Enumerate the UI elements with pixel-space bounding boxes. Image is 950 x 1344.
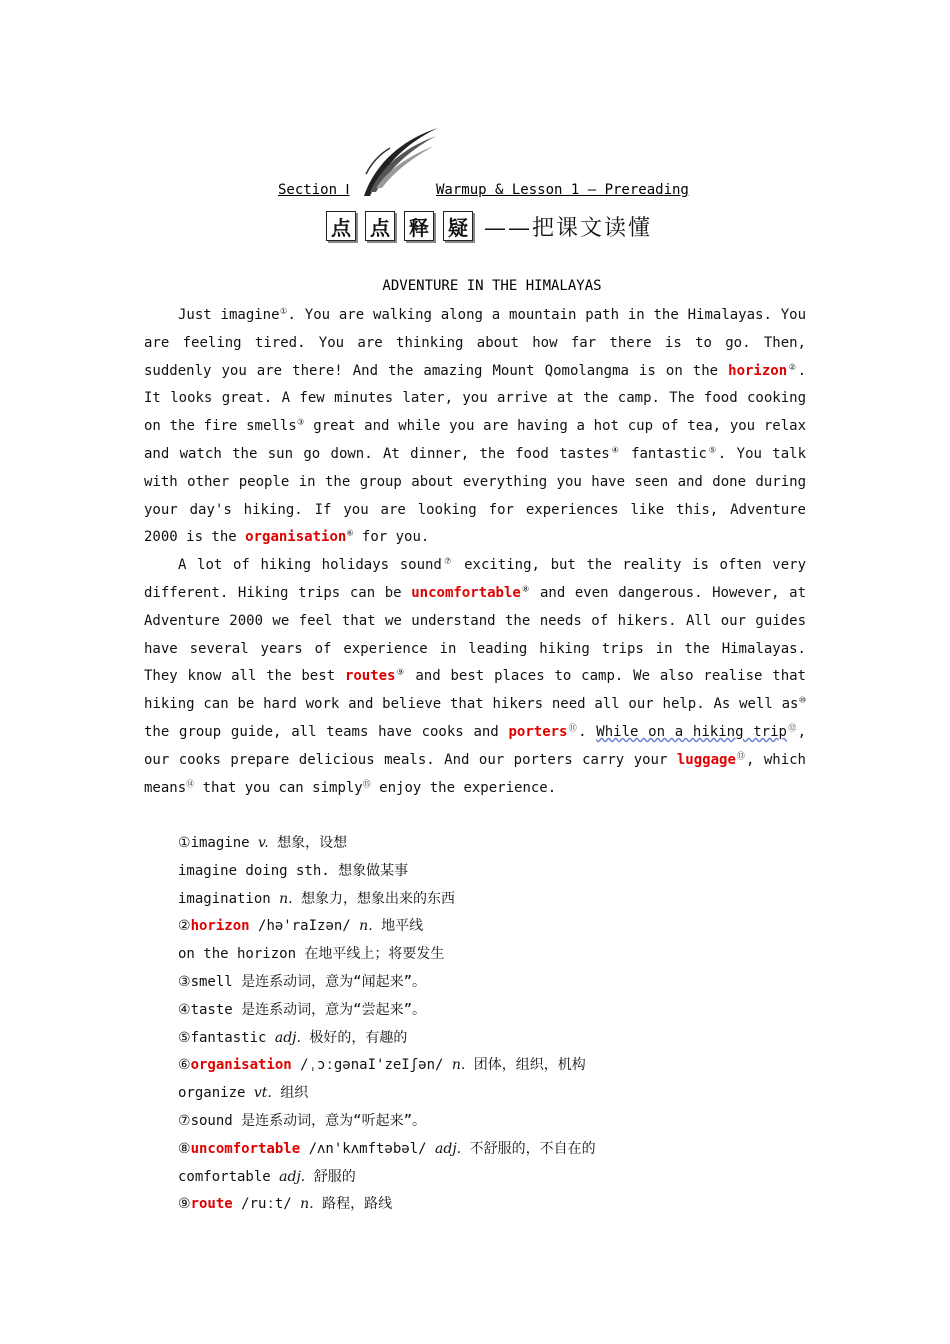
note-pronunciation: /ruːt/ — [241, 1196, 292, 1213]
note-line — [178, 1164, 818, 1192]
text: great and while you are having a hot cup of tea, you relax and watch the sun go down. At dinner, the food tastes — [144, 418, 807, 462]
note-part-of-speech: adj. — [435, 1140, 462, 1157]
note-definition: 团体，组织，机构 — [473, 1057, 586, 1074]
note-text: imagine doing sth. 想象做某事 — [178, 862, 409, 879]
note-text: on the horizon 在地平线上；将要发生 — [178, 946, 445, 963]
note-text: fantastic — [190, 1029, 267, 1046]
keyword: luggage — [676, 751, 736, 768]
note-number: ⑨ — [178, 1196, 191, 1213]
note-part-of-speech: vt. — [253, 1085, 272, 1102]
keyword: horizon — [728, 362, 788, 379]
keyword: organisation — [245, 529, 347, 546]
note-part-of-speech: n. — [359, 918, 373, 935]
text: for you. — [353, 529, 430, 546]
passage-title: ADVENTURE IN THE HIMALAYAS — [382, 278, 602, 294]
note-marker: ⑧ — [520, 584, 531, 594]
paragraph-1 — [144, 302, 806, 552]
note-definition: 地平线 — [381, 918, 424, 935]
note-marker: ③ — [296, 417, 305, 427]
note-marker: ⑨ — [395, 667, 406, 677]
lesson-label: Warmup & Lesson 1 — Prereading — [436, 182, 689, 198]
note-line — [178, 1136, 818, 1164]
note-line — [178, 858, 818, 886]
text: enjoy the experience. — [370, 779, 557, 796]
banner-box: 点 — [365, 211, 395, 241]
note-marker: ② — [787, 361, 798, 371]
text: and even dangerous. However, at Adventure 2000 we feel that we understand the needs of hikers. All our guides have several years of experience in leading hiking trips in the Himalayas. They know all the best — [144, 584, 807, 685]
note-marker: ⑭ — [186, 778, 195, 788]
text: and best places to camp. We also realise that hiking can be hard work and believe that hikers need all our help. As well as — [144, 668, 806, 713]
note-number: ⑦ — [178, 1112, 191, 1129]
note-line — [178, 830, 818, 858]
note-part-of-speech: n. — [279, 890, 293, 907]
text: that you can simply — [194, 779, 363, 796]
section-banner — [326, 209, 652, 243]
text: . You are walking along a mountain path in the Himalayas. You are feeling tired. You are thinking about how far there is to go. Then, suddenly you are there! And the amazing Mount Qomolangma is on the — [144, 307, 807, 379]
text: , our cooks prepare delicious meals. And our porters carry your — [144, 723, 807, 768]
text: the group guide, all teams have cooks and — [144, 723, 509, 740]
note-definition: 组织 — [280, 1085, 309, 1102]
note-line — [178, 1080, 818, 1108]
note-marker: ⑩ — [798, 695, 807, 705]
note-marker: ⑮ — [362, 778, 371, 788]
text: Just imagine — [178, 307, 280, 323]
note-line — [178, 997, 818, 1025]
note-marker: ⑬ — [735, 751, 746, 761]
note-definition: 想象，设想 — [277, 835, 348, 851]
note-marker: ④ — [609, 445, 621, 455]
quill-swoosh-logo — [360, 126, 440, 198]
note-marker: ⑤ — [706, 445, 718, 455]
keyword: porters — [508, 723, 568, 740]
vocabulary-notes — [178, 830, 818, 1219]
note-pronunciation: /hə'raIzən/ — [258, 918, 351, 935]
note-number: ③ — [178, 973, 191, 990]
note-definition: 想象力，想象出来的东西 — [301, 890, 456, 907]
note-text: organize — [178, 1085, 246, 1102]
text: . You talk with other people in the group about everything you have seen and done during your day's hiking. If you are looking for experiences like this, Adventure 2000 is the — [144, 445, 807, 546]
note-part-of-speech: adj. — [279, 1168, 306, 1185]
reading-passage — [144, 302, 806, 802]
note-keyword: horizon — [190, 918, 250, 935]
text: . — [578, 723, 597, 740]
note-definition: 舒服的 — [313, 1168, 356, 1185]
note-line — [178, 1108, 818, 1136]
note-part-of-speech: v. — [258, 835, 269, 851]
section-label: Section Ⅰ — [278, 182, 350, 198]
banner-box: 点 — [326, 211, 356, 241]
note-line — [178, 969, 818, 997]
note-marker: ⑥ — [346, 528, 354, 538]
note-number: ④ — [178, 1001, 191, 1018]
note-text: smell 是连系动词，意为“闻起来”。 — [190, 973, 426, 990]
note-line — [178, 1025, 818, 1053]
keyword: uncomfortable — [411, 584, 521, 601]
paragraph-2 — [144, 552, 806, 802]
note-line — [178, 941, 818, 969]
note-definition: 路程，路线 — [322, 1196, 393, 1213]
note-line — [178, 1191, 818, 1219]
note-pronunciation: /ˌɔːgənaI'zeIʃən/ — [300, 1057, 444, 1074]
note-pronunciation: /ʌn'kʌmftəbəl/ — [308, 1140, 427, 1157]
text: , which means — [144, 751, 806, 796]
note-line — [178, 1052, 818, 1080]
note-part-of-speech: n. — [451, 1057, 466, 1074]
note-text: comfortable — [178, 1168, 271, 1185]
text: A lot of hiking holidays sound — [178, 557, 442, 574]
underlined-phrase: While on a hiking trip — [596, 723, 787, 740]
note-text: sound 是连系动词，意为“听起来”。 — [190, 1112, 426, 1129]
note-number: ⑧ — [178, 1140, 191, 1157]
banner-box: 释 — [404, 211, 434, 241]
note-marker: ⑫ — [786, 723, 798, 733]
note-number: ① — [178, 835, 191, 851]
note-part-of-speech: adj. — [274, 1029, 301, 1046]
banner-box: 疑 — [443, 211, 473, 241]
text: fantastic — [620, 445, 707, 462]
note-marker: ⑦ — [441, 556, 454, 566]
note-keyword: organisation — [190, 1057, 292, 1074]
note-line — [178, 913, 818, 941]
note-line — [178, 886, 818, 914]
note-definition: 极好的，有趣的 — [309, 1029, 408, 1046]
banner-subtitle: ——把课文读懂 — [484, 215, 653, 241]
note-part-of-speech: n. — [300, 1196, 314, 1213]
note-keyword: route — [190, 1196, 233, 1213]
keyword: routes — [344, 668, 396, 685]
text: . It looks great. A few minutes later, you arrive at the camp. The food cooking on the fire smells — [144, 362, 806, 435]
note-text: imagine — [190, 835, 250, 851]
note-marker: ① — [279, 306, 288, 316]
note-marker: ⑪ — [567, 723, 579, 733]
note-keyword: uncomfortable — [190, 1140, 301, 1157]
note-definition: 不舒服的，不自在的 — [469, 1140, 596, 1157]
text: exciting, but the reality is often very different. Hiking trips can be — [144, 557, 807, 601]
note-number: ⑥ — [178, 1057, 191, 1074]
note-number: ⑤ — [178, 1029, 191, 1046]
note-text: taste 是连系动词，意为“尝起来”。 — [190, 1001, 426, 1018]
note-text: imagination — [178, 890, 271, 907]
note-number: ② — [178, 918, 191, 935]
